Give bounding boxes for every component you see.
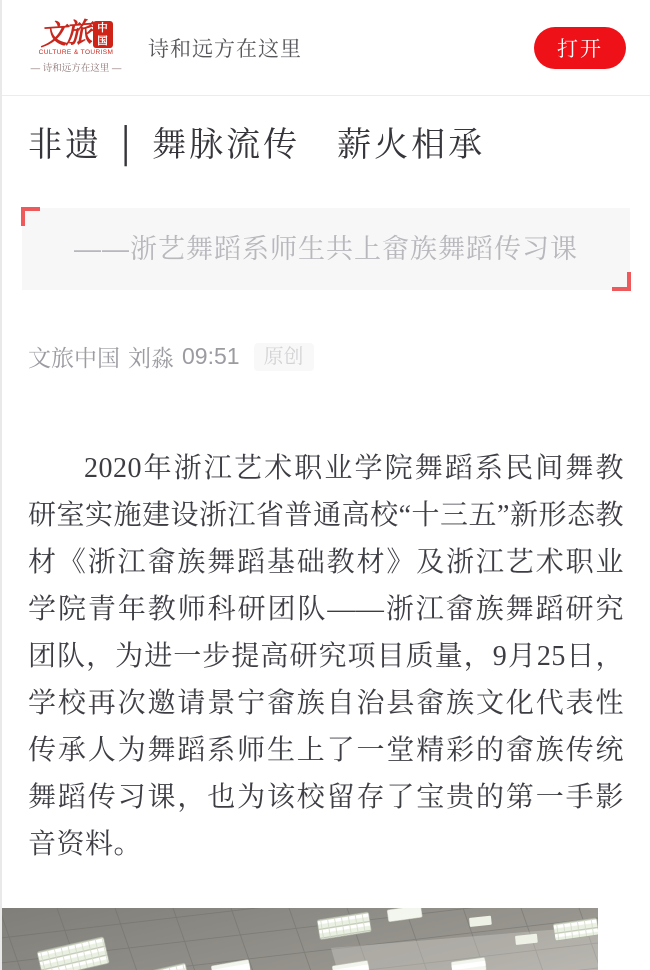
studio-ceiling-illustration <box>1 908 598 970</box>
logo-brand <box>38 17 113 51</box>
article-title: 非遗 │ 舞脉流传 薪火相承 <box>28 127 486 164</box>
logo-tagline: — 诗和远方在这里 — <box>30 63 122 74</box>
app-logo[interactable] <box>20 17 132 74</box>
app-banner <box>2 0 650 96</box>
article-subtitle: ——浙艺舞蹈系师生共上畲族舞蹈传习课 <box>74 234 578 264</box>
logo-english-text: CULTURE & TOURISM <box>38 49 114 56</box>
byline-time: 09:51 <box>182 343 240 369</box>
original-badge: 原创 <box>254 343 314 371</box>
logo-script-text: 文旅 <box>38 17 91 51</box>
logo-seal-icon <box>93 21 113 48</box>
corner-bracket-top-left-icon <box>21 207 40 226</box>
open-app-button[interactable]: 打开 <box>534 27 626 69</box>
corner-bracket-bottom-right-icon <box>612 272 631 291</box>
article-byline <box>28 340 624 373</box>
banner-slogan: 诗和远方在这里 <box>148 37 302 61</box>
logo-seal-char-top: 中 <box>97 21 108 34</box>
article-paragraph: 2020年浙江艺术职业学院舞蹈系民间舞教研室实施建设浙江省普通高校“十三五”新形态教材《浙江畲族舞蹈基础教材》及浙江艺术职业学院青年教师科研团队——浙江畲族舞蹈研究团队，为进一步提高研究项目质量，9月25日，学校再次邀请景宁畲族自治县畲族文化代表性传承人为舞蹈系师生上了一堂精彩的畲族传统舞蹈传习课，也为该校留存了宝贵的第一手影音资料。 <box>28 453 624 860</box>
article-content <box>2 122 650 868</box>
logo-seal-char-bottom: 国 <box>97 34 108 47</box>
byline-source: 文旅中国 <box>28 345 120 371</box>
article-photo[interactable] <box>1 908 598 970</box>
byline-author: 刘淼 <box>128 345 174 371</box>
article-subtitle-box <box>22 208 630 290</box>
